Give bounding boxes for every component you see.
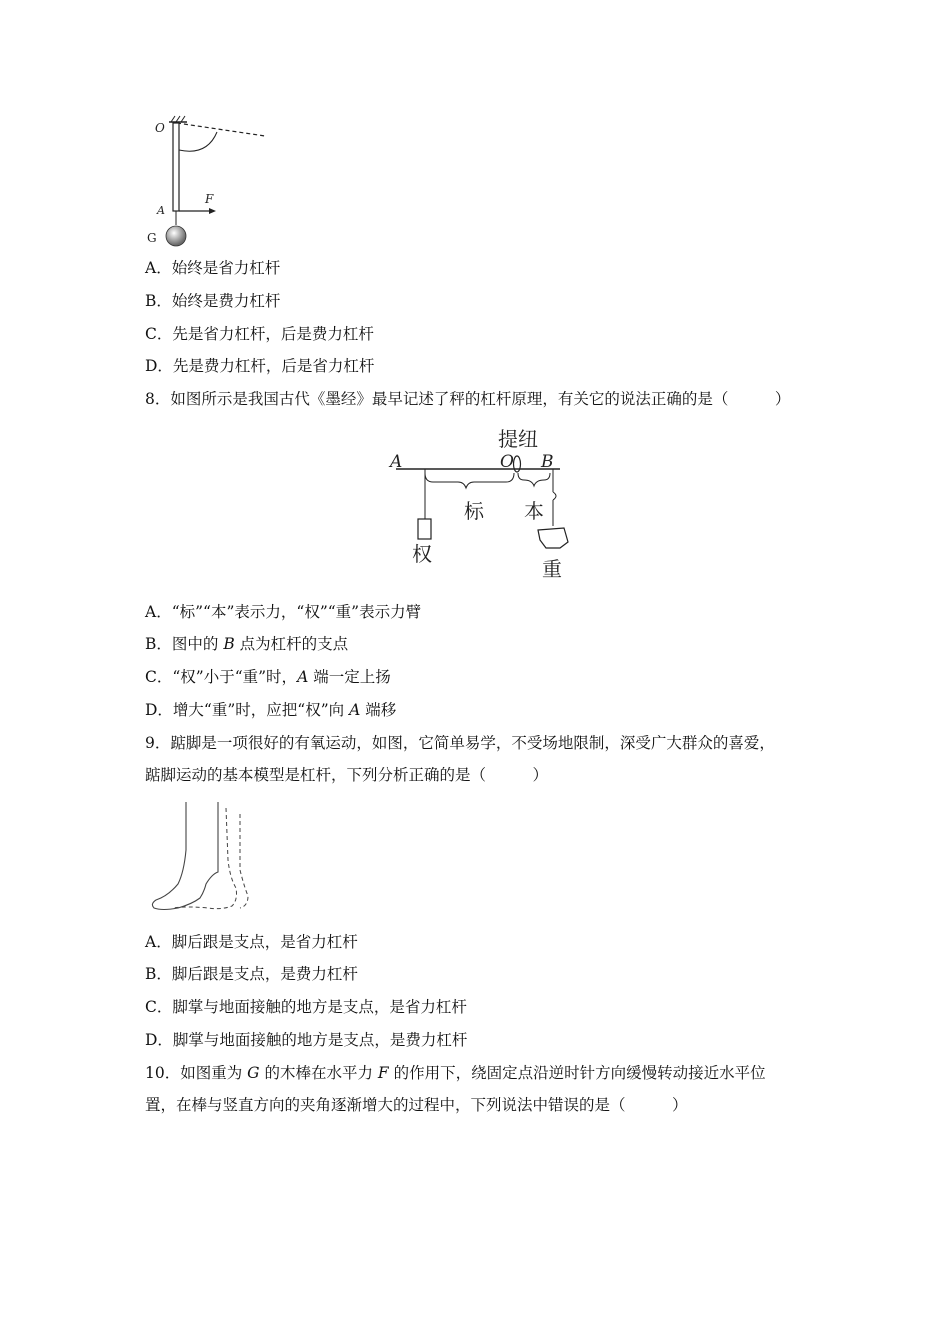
q8-option-b-pre: B．图中的 xyxy=(145,635,224,653)
label-o: O xyxy=(500,452,514,472)
label-f: F xyxy=(205,192,214,206)
steelyard-figure-q8 xyxy=(388,424,578,584)
lever-figure-q7 xyxy=(145,110,275,250)
label-a: A xyxy=(157,204,165,217)
q8-option-c-post: 端一定上扬 xyxy=(308,668,391,686)
q8-option-b-post: 点为杠杆的支点 xyxy=(234,635,349,653)
label-quan: 权 xyxy=(412,542,432,566)
q7-option-d: D．先是费力杠杆，后是省力杠杆 xyxy=(145,357,375,375)
q10-l1-post: 的作用下，绕固定点沿逆时针方向缓慢转动接近水平位 xyxy=(388,1064,766,1082)
q8-option-c-var: A xyxy=(297,668,309,686)
q8-option-b xyxy=(145,634,348,654)
q9-stem-line2: 踮脚运动的基本模型是杠杆，下列分析正确的是（ ） xyxy=(145,766,549,784)
q10-stem-line2: 置，在棒与竖直方向的夹角逐渐增大的过程中，下列说法中错误的是（ ） xyxy=(145,1096,688,1114)
q10-l1-f: F xyxy=(377,1064,389,1082)
q8-stem: 8．如图所示是我国古代《墨经》最早记述了秤的杠杆原理，有关它的说法正确的是（ ） xyxy=(145,390,791,408)
label-biao: 标 xyxy=(464,499,484,523)
q8-option-d xyxy=(145,700,396,720)
q10-stem-line1 xyxy=(145,1063,766,1083)
q9-option-a: A．脚后跟是支点，是省力杠杆 xyxy=(145,933,358,951)
label-a: A xyxy=(390,452,403,472)
q10-l1-mid: 的木棒在水平力 xyxy=(259,1064,378,1082)
q8-option-d-post: 端移 xyxy=(360,701,397,719)
q9-option-b: B．脚后跟是支点，是费力杠杆 xyxy=(145,965,358,983)
q10-l1-pre: 10．如图重为 xyxy=(145,1064,248,1082)
foot-figure-q9 xyxy=(148,800,258,915)
q9-stem-line1: 9．踮脚是一项很好的有氧运动，如图，它简单易学，不受场地限制，深受广大群众的喜爱， xyxy=(145,734,775,752)
label-o: O xyxy=(155,121,165,135)
q8-option-c xyxy=(145,667,391,687)
q7-option-a: A．始终是省力杠杆 xyxy=(145,259,281,277)
q8-option-a: A．“标”“本”表示力，“权”“重”表示力臂 xyxy=(145,603,422,621)
label-tizu: 提纽 xyxy=(498,427,538,451)
label-g: G xyxy=(147,231,157,245)
q9-option-d: D．脚掌与地面接触的地方是支点，是费力杠杆 xyxy=(145,1031,468,1049)
q7-option-b: B．始终是费力杠杆 xyxy=(145,292,281,310)
label-b: B xyxy=(541,452,554,472)
q9-option-c: C．脚掌与地面接触的地方是支点，是省力杠杆 xyxy=(145,998,467,1016)
q10-l1-g: G xyxy=(247,1064,260,1082)
q8-option-d-var: A xyxy=(349,701,361,719)
q7-option-c: C．先是省力杠杆，后是费力杠杆 xyxy=(145,325,374,343)
label-zhong: 重 xyxy=(542,557,562,581)
q8-option-d-pre: D．增大“重”时，应把“权”向 xyxy=(145,701,350,719)
q8-option-c-pre: C．“权”小于“重”时， xyxy=(145,668,298,686)
label-ben: 本 xyxy=(524,499,544,523)
q8-option-b-var: B xyxy=(223,635,235,653)
